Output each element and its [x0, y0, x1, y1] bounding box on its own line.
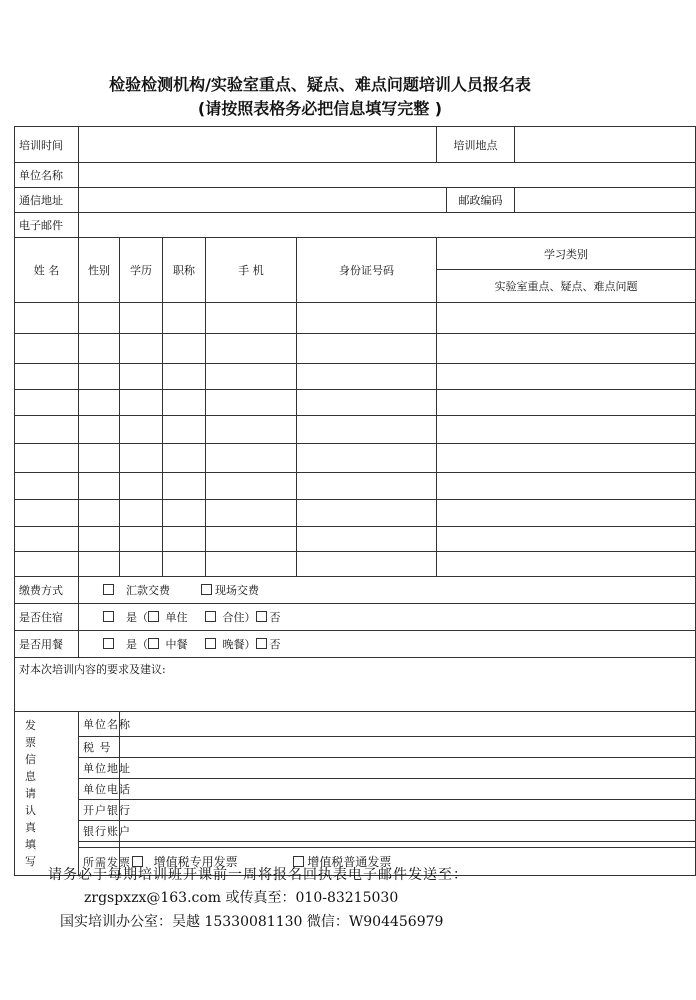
lodging-yes: 是（	[126, 611, 148, 624]
form-subtitle: (请按照表格务必把信息填写完整 )	[197, 99, 443, 118]
payment-options	[79, 577, 696, 604]
train-time-field[interactable]	[79, 127, 437, 163]
cell[interactable]	[163, 473, 206, 500]
payment-label: 缴费方式	[15, 577, 79, 604]
suggestion-area[interactable]	[15, 658, 696, 712]
col-phone: 手 机	[206, 238, 297, 303]
unit-name-field[interactable]	[79, 163, 696, 188]
cell[interactable]	[15, 334, 79, 364]
table-row	[15, 473, 696, 500]
invoice-tax-no-label: 税 号	[79, 737, 120, 758]
footer-contact: zrgspxzx@163.com 或传真至：010-83215030	[84, 890, 399, 906]
checkbox-icon[interactable]	[256, 638, 267, 649]
col-study-type: 学习类别	[437, 238, 696, 270]
postcode-label: 邮政编码	[447, 188, 515, 213]
table-row	[15, 416, 696, 444]
cell[interactable]	[297, 303, 437, 334]
cell[interactable]	[15, 416, 79, 444]
checkbox-icon[interactable]	[201, 584, 212, 595]
lodging-single: 单住	[165, 611, 188, 624]
cell[interactable]	[297, 552, 437, 577]
checkbox-icon[interactable]	[103, 638, 114, 649]
cell[interactable]	[297, 527, 437, 552]
cell[interactable]	[120, 473, 163, 500]
cell[interactable]	[297, 500, 437, 527]
footer-instruction: 请务必于每期培训班开课前一周将报名回执表电子邮件发送至：	[48, 867, 468, 883]
invoice-side-label: 发票信息请认真填写	[15, 712, 79, 876]
lodging-shared: 合住）	[222, 611, 256, 624]
col-education: 学历	[120, 238, 163, 303]
lodging-label: 是否住宿	[15, 604, 79, 631]
table-row	[15, 552, 696, 577]
email-field[interactable]	[79, 213, 696, 238]
cell[interactable]	[163, 390, 206, 416]
col-gender: 性别	[79, 238, 120, 303]
cell[interactable]	[15, 527, 79, 552]
cell[interactable]	[206, 500, 297, 527]
cell[interactable]	[163, 334, 206, 364]
cell[interactable]	[79, 444, 120, 473]
col-study-sub: 实验室重点、疑点、难点问题	[437, 270, 696, 303]
cell[interactable]	[163, 444, 206, 473]
cell[interactable]	[120, 527, 163, 552]
table-row	[15, 303, 696, 334]
cell[interactable]	[206, 473, 297, 500]
cell[interactable]	[120, 444, 163, 473]
meal-lunch: 中餐	[165, 638, 188, 651]
cell[interactable]	[297, 390, 437, 416]
col-name: 姓 名	[15, 238, 79, 303]
checkbox-icon[interactable]	[148, 638, 159, 649]
cell[interactable]	[206, 390, 297, 416]
form-title: 检验检测机构/实验室重点、疑点、难点问题培训人员报名表	[109, 75, 531, 94]
lodging-no: 否	[269, 611, 281, 624]
cell[interactable]	[15, 473, 79, 500]
table-row	[15, 444, 696, 473]
cell[interactable]	[163, 552, 206, 577]
cell[interactable]	[15, 444, 79, 473]
invoice-unit-name-field[interactable]	[120, 712, 696, 737]
cell[interactable]	[163, 527, 206, 552]
suggestion-label: 对本次培训内容的要求及建议:	[19, 663, 166, 676]
payment-opt-remit: 汇款交费	[126, 584, 170, 597]
cell[interactable]	[120, 303, 163, 334]
lodging-options	[79, 604, 696, 631]
cell[interactable]	[163, 416, 206, 444]
invoice-address-label: 单位地址	[79, 758, 120, 779]
checkbox-icon[interactable]	[205, 611, 216, 622]
cell[interactable]	[163, 364, 206, 390]
checkbox-icon[interactable]	[103, 611, 114, 622]
cell[interactable]	[297, 473, 437, 500]
cell[interactable]	[437, 500, 696, 527]
col-id: 身份证号码	[297, 238, 437, 303]
cell[interactable]	[437, 552, 696, 577]
checkbox-icon[interactable]	[148, 611, 159, 622]
cell[interactable]	[206, 334, 297, 364]
postcode-field[interactable]	[515, 188, 696, 213]
cell[interactable]	[79, 303, 120, 334]
invoice-type-label: 所需发票	[79, 848, 120, 876]
cell[interactable]	[206, 303, 297, 334]
cell[interactable]	[437, 364, 696, 390]
table-row	[15, 334, 696, 364]
invoice-bank-field[interactable]	[120, 800, 696, 821]
train-time-label: 培训时间	[15, 127, 79, 163]
cell[interactable]	[120, 390, 163, 416]
cell[interactable]	[15, 303, 79, 334]
invoice-account-field[interactable]	[120, 821, 696, 842]
registration-form-table	[14, 126, 696, 876]
cell[interactable]	[206, 444, 297, 473]
email-label: 电子邮件	[15, 213, 79, 238]
checkbox-icon[interactable]	[103, 584, 114, 595]
payment-opt-onsite: 现场交费	[215, 584, 259, 597]
cell[interactable]	[15, 390, 79, 416]
cell[interactable]	[120, 552, 163, 577]
cell[interactable]	[79, 500, 120, 527]
cell[interactable]	[120, 500, 163, 527]
train-place-field[interactable]	[515, 127, 696, 163]
cell[interactable]	[15, 552, 79, 577]
table-row	[15, 364, 696, 390]
invoice-bank-label: 开户银行	[79, 800, 120, 821]
checkbox-icon[interactable]	[205, 638, 216, 649]
invoice-type-normal: 增值税普通发票	[307, 855, 392, 869]
cell[interactable]	[163, 500, 206, 527]
col-title: 职称	[163, 238, 206, 303]
invoice-account-label: 银行账户	[79, 821, 120, 842]
cell[interactable]	[206, 527, 297, 552]
cell[interactable]	[79, 416, 120, 444]
cell[interactable]	[437, 303, 696, 334]
cell[interactable]	[437, 416, 696, 444]
checkbox-icon[interactable]	[256, 611, 267, 622]
address-field[interactable]	[79, 188, 447, 213]
cell[interactable]	[79, 473, 120, 500]
cell[interactable]	[120, 364, 163, 390]
cell[interactable]	[297, 334, 437, 364]
cell[interactable]	[15, 500, 79, 527]
cell[interactable]	[297, 444, 437, 473]
invoice-address-field[interactable]	[120, 758, 696, 779]
meal-options	[79, 631, 696, 658]
invoice-type-special: 增值税专用发票	[153, 855, 238, 869]
invoice-unit-name-label: 单位名称	[79, 712, 120, 737]
invoice-phone-label: 单位电话	[79, 779, 120, 800]
cell[interactable]	[79, 390, 120, 416]
cell[interactable]	[437, 444, 696, 473]
cell[interactable]	[79, 334, 120, 364]
cell[interactable]	[297, 416, 437, 444]
meal-yes: 是（	[126, 638, 148, 651]
meal-no: 否	[269, 638, 281, 651]
meal-dinner: 晚餐）	[222, 638, 256, 651]
cell[interactable]	[120, 416, 163, 444]
cell[interactable]	[437, 390, 696, 416]
cell[interactable]	[79, 527, 120, 552]
cell[interactable]	[297, 364, 437, 390]
footer-office: 国实培训办公室：吴越 15330081130 微信：W904456979	[60, 914, 444, 930]
meal-label: 是否用餐	[15, 631, 79, 658]
cell[interactable]	[15, 364, 79, 390]
table-row	[15, 500, 696, 527]
train-place-label: 培训地点	[437, 127, 515, 163]
cell[interactable]	[79, 552, 120, 577]
cell[interactable]	[163, 303, 206, 334]
cell[interactable]	[120, 334, 163, 364]
table-row	[15, 390, 696, 416]
cell[interactable]	[437, 473, 696, 500]
cell[interactable]	[437, 334, 696, 364]
table-row	[15, 527, 696, 552]
unit-name-label: 单位名称	[15, 163, 79, 188]
cell[interactable]	[79, 364, 120, 390]
address-label: 通信地址	[15, 188, 79, 213]
cell[interactable]	[206, 364, 297, 390]
cell[interactable]	[206, 416, 297, 444]
cell[interactable]	[206, 552, 297, 577]
cell[interactable]	[437, 527, 696, 552]
invoice-tax-no-field[interactable]	[120, 737, 696, 758]
invoice-phone-field[interactable]	[120, 779, 696, 800]
